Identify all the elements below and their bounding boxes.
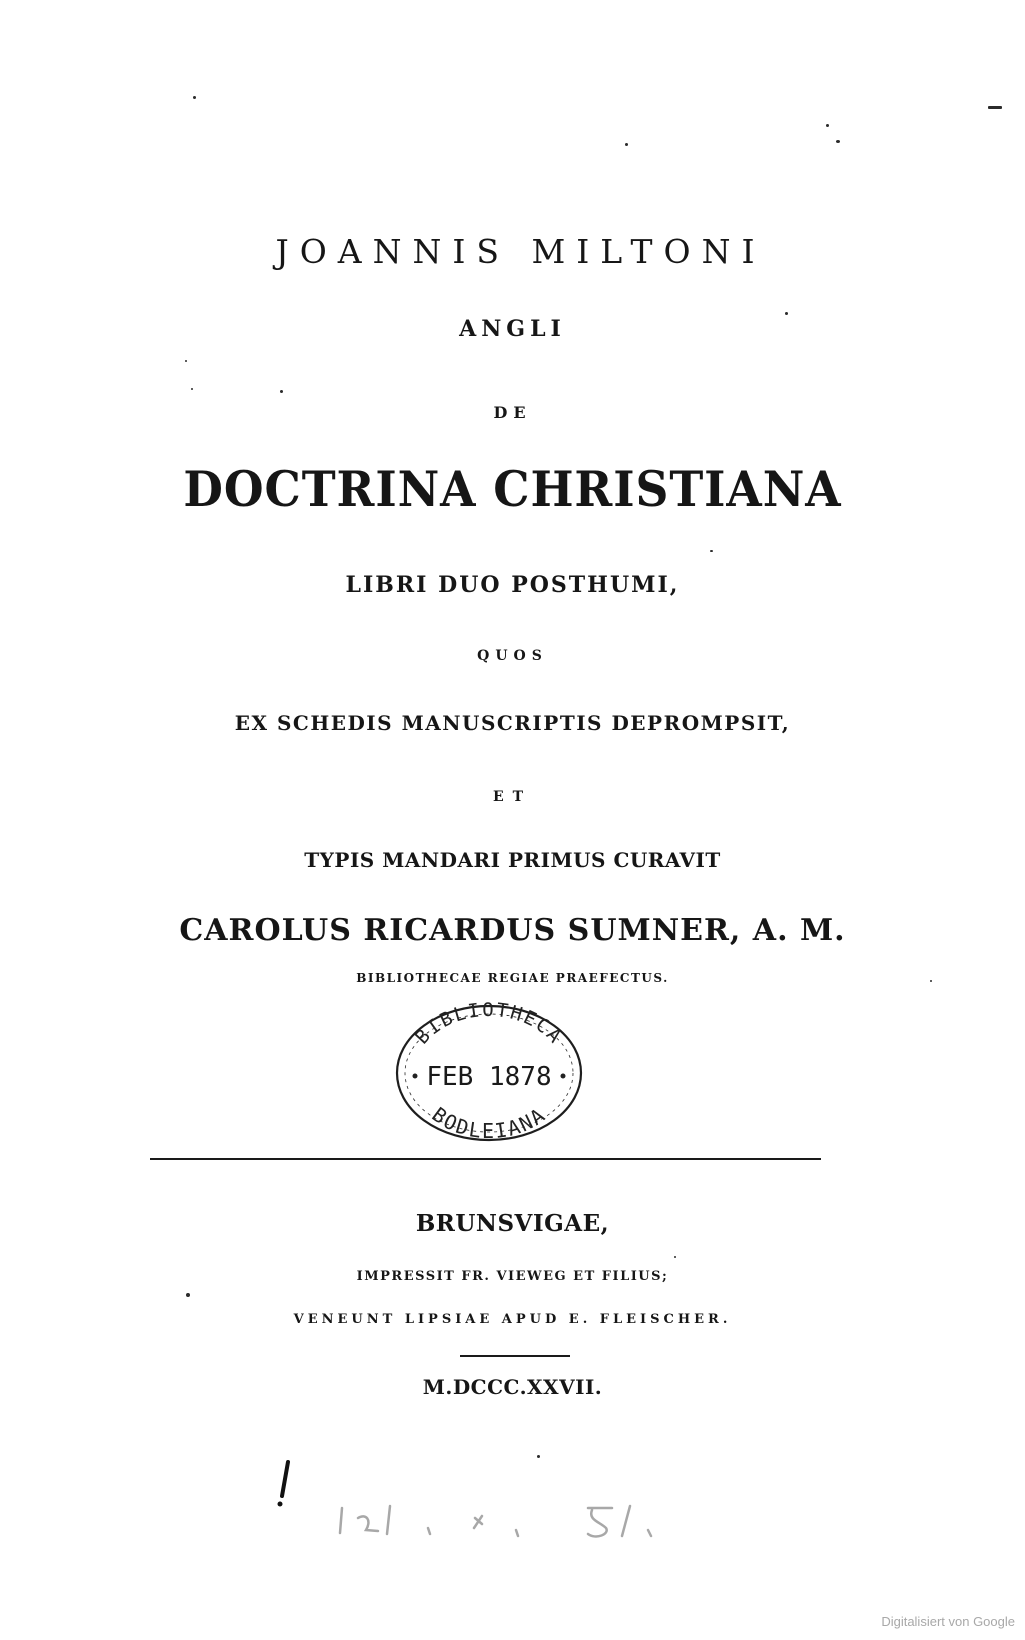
year-separator-rule	[460, 1355, 570, 1357]
dust-speck	[785, 312, 788, 315]
dust-speck	[930, 980, 932, 982]
dust-speck	[988, 106, 1002, 109]
imprint-printer: IMPRESSIT FR. VIEWEG ET FILIUS;	[356, 1269, 669, 1284]
source-line: EX SCHEDIS MANUSCRIPTIS DEPROMPSIT,	[234, 711, 791, 735]
imprint-city: BRUNSVIGAE,	[415, 1210, 610, 1237]
editor-name: CAROLUS RICARDUS SUMNER, A. M.	[179, 913, 846, 948]
book-subtitle: LIBRI DUO POSTHUMI,	[345, 572, 680, 598]
dust-speck	[836, 140, 840, 143]
imprint-seller: VENEUNT LIPSIAE APUD E. FLEISCHER.	[293, 1312, 732, 1327]
digitization-credit: Digitalisiert von Google	[881, 1614, 1015, 1629]
stamp-bottom-text: BODLEIANA	[427, 1102, 551, 1143]
dust-speck	[280, 390, 283, 393]
author-nationality: ANGLI	[459, 316, 566, 342]
dust-speck	[674, 1256, 676, 1258]
dust-speck	[537, 1455, 540, 1458]
stamp-top-text: BIBLIOTHECA	[410, 1002, 568, 1049]
dust-speck	[710, 550, 713, 552]
library-stamp	[393, 1002, 585, 1144]
dust-speck	[826, 124, 829, 127]
dust-speck	[193, 96, 196, 99]
imprint-year: M.DCCC.XXVII.	[422, 1375, 603, 1399]
book-title: DOCTRINA CHRISTIANA	[183, 460, 842, 518]
editor-role: BIBLIOTHECAE REGIAE PRAEFECTUS.	[356, 971, 669, 985]
handwritten-shelfmark	[270, 1458, 710, 1558]
imprint-separator-rule	[150, 1158, 821, 1160]
dust-speck	[625, 143, 628, 146]
conjunction: ET	[492, 789, 533, 805]
title-preposition: DE	[493, 403, 532, 422]
dust-speck	[191, 388, 193, 390]
stamp-dot-left	[413, 1074, 418, 1079]
dust-speck	[186, 1293, 190, 1297]
editor-intro: TYPIS MANDARI PRIMUS CURAVIT	[304, 848, 721, 872]
relative-pronoun: QUOS	[477, 648, 548, 664]
stamp-date: FEB 1878	[426, 1062, 552, 1092]
stamp-dot-right	[561, 1074, 566, 1079]
author-name: JOANNIS MILTONI	[275, 232, 766, 271]
dust-speck	[185, 360, 187, 362]
